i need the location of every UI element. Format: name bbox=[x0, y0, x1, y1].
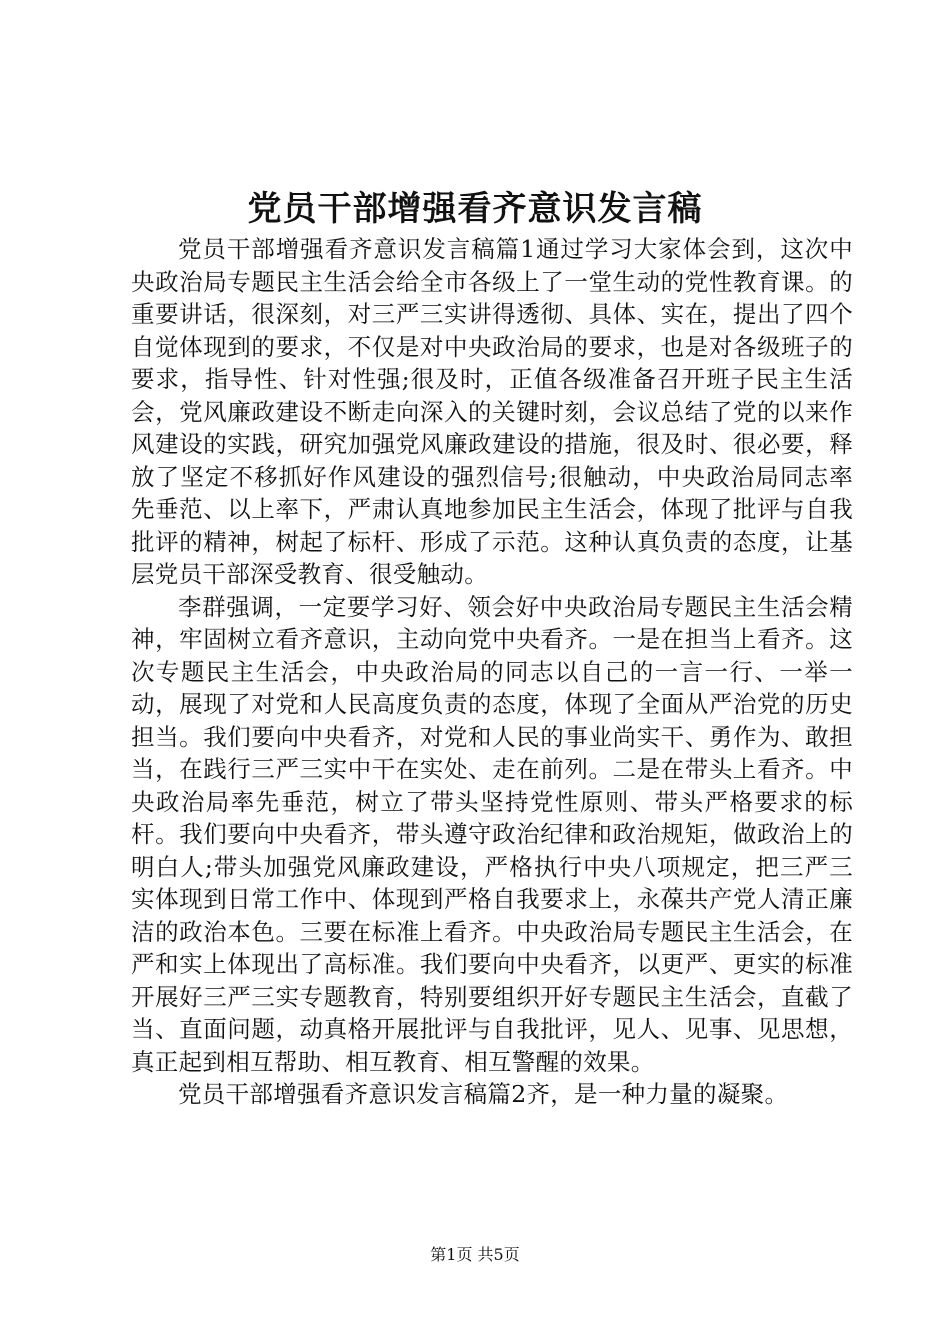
paragraph-1: 党员干部增强看齐意识发言稿篇1通过学习大家体会到，这次中央政治局专题民主生活会给全市各级上了一堂生动的党性教育课。的重要讲话，很深刻，对三严三实讲得透彻、具体、实在，提出了四个自觉体现到的要求，不仅是对中央政治局的要求，也是对各级班子的要求，指导性、针对性强;很及时，正值各级准备召开班子民主生活会，党风廉政建设不断走向深入的关键时刻，会议总结了党的以来作风建设的实践，研究加强党风廉政建设的措施，很及时、很必要，释放了坚定不移抓好作风建设的强烈信号;很触动，中央政治局同志率先垂范、以上率下，严肃认真地参加民主生活会，体现了批评与自我批评的精神，树起了标杆、形成了示范。这种认真负责的态度，让基层党员干部深受教育、很受触动。 bbox=[131, 235, 853, 588]
page-number-footer: 第1页 共5页 bbox=[430, 1245, 520, 1264]
document-title: 党员干部增强看齐意识发言稿 bbox=[247, 189, 703, 229]
paragraph-3: 党员干部增强看齐意识发言稿篇2齐，是一种力量的凝聚。 bbox=[178, 1080, 789, 1108]
document-body bbox=[131, 233, 853, 1111]
paragraph-2: 李群强调，一定要学习好、领会好中央政治局专题民主生活会精神，牢固树立看齐意识，主动向党中央看齐。一是在担当上看齐。这次专题民主生活会，中央政治局的同志以自己的一言一行、一举一动，展现了对党和人民高度负责的态度，体现了全面从严治党的历史担当。我们要向中央看齐，对党和人民的事业尚实干、勇作为、敢担当，在践行三严三实中干在实处、走在前列。二是在带头上看齐。中央政治局率先垂范，树立了带头坚持党性原则、带头严格要求的标杆。我们要向中央看齐，带头遵守政治纪律和政治规矩，做政治上的明白人;带头加强党风廉政建设，严格执行中央八项规定，把三严三实体现到日常工作中、体现到严格自我要求上，永葆共产党人清正廉洁的政治本色。三要在标准上看齐。中央政治局专题民主生活会，在严和实上体现出了高标准。我们要向中央看齐，以更严、更实的标准开展好三严三实专题教育，特别要组织开好专题民主生活会，直截了当、直面问题，动真格开展批评与自我批评，见人、见事、见思想，真正起到相互帮助、相互教育、相互警醒的效果。 bbox=[131, 592, 853, 1076]
